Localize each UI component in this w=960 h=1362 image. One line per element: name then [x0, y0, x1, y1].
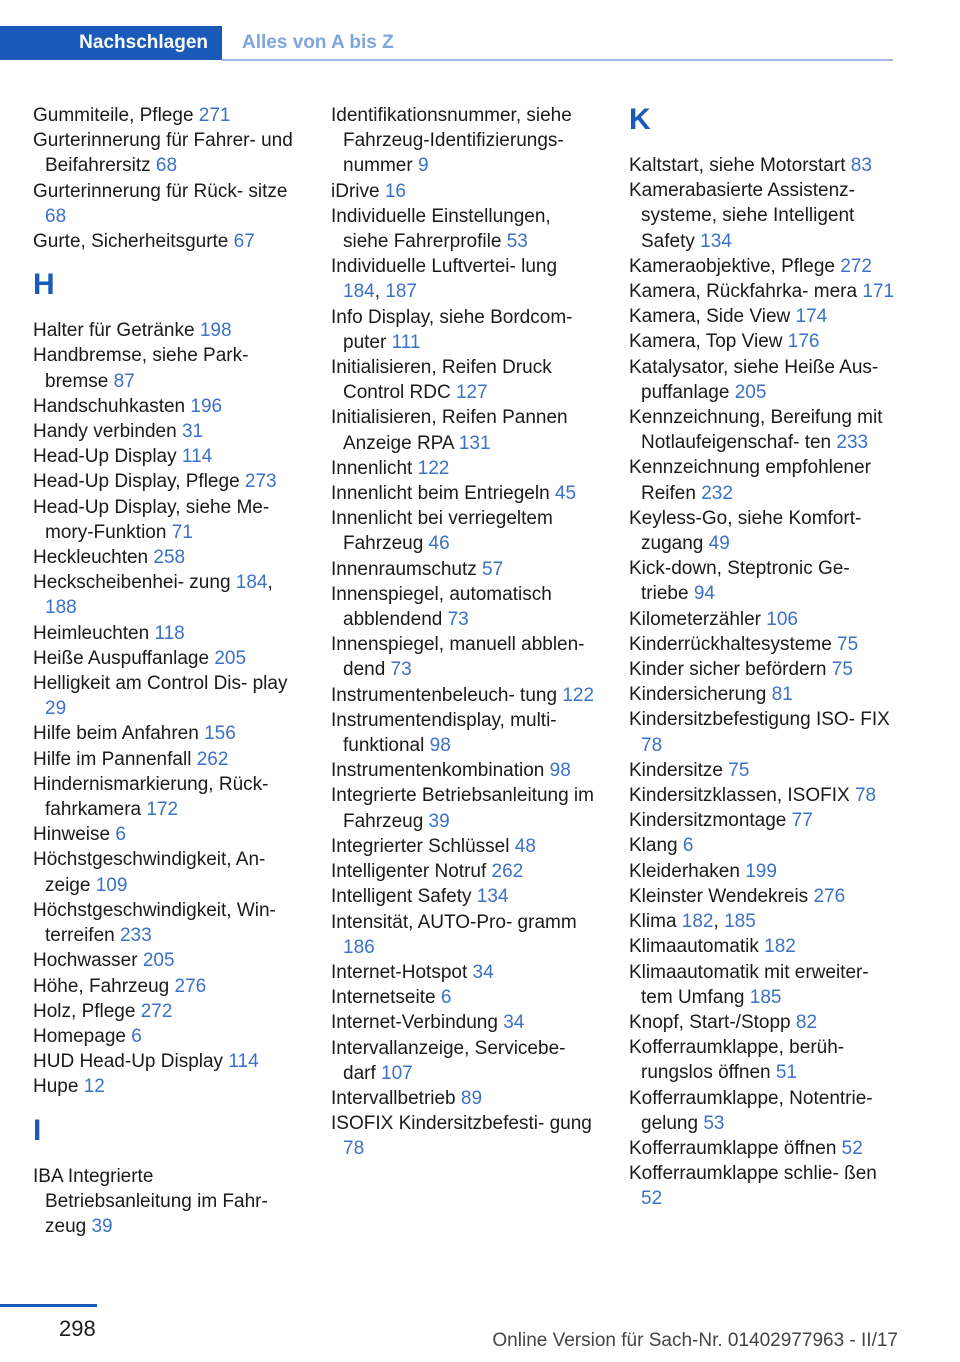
- page-reference-link[interactable]: 262: [491, 861, 524, 883]
- index-entry: [629, 707, 897, 757]
- page-reference-link[interactable]: 68: [45, 205, 67, 227]
- index-entry-text: Hinweise: [33, 824, 116, 846]
- index-entry: [629, 934, 897, 959]
- index-entry: [33, 1049, 301, 1074]
- index-entry-text: Halter für Getränke: [33, 320, 200, 342]
- page-reference-link[interactable]: 172: [146, 799, 179, 821]
- index-entry-text: IBA Integrierte Betriebsanleitung im Fahr- zeug: [33, 1165, 268, 1237]
- index-entry-text: Heckleuchten: [33, 547, 154, 569]
- index-entry-text: Intervallbetrieb: [331, 1087, 461, 1109]
- index-entry: [629, 632, 897, 657]
- index-entry: [629, 178, 897, 254]
- index-entry-text: Kindersitze: [629, 759, 729, 781]
- index-entry-text: Initialisieren, Reifen Druck Control RDC: [331, 357, 552, 404]
- index-entry: [33, 229, 301, 254]
- index-entry: [33, 898, 301, 948]
- page-reference-link[interactable]: 78: [641, 734, 663, 756]
- page-reference-link[interactable]: 188: [45, 597, 77, 619]
- page-reference-link[interactable]: 77: [791, 810, 813, 832]
- index-entry: [629, 960, 897, 1010]
- index-entry: [33, 444, 301, 469]
- index-entry: [331, 456, 599, 481]
- index-entry-text: Katalysator, siehe Heiße Aus- puffanlage: [629, 356, 879, 403]
- index-entry-text: Höhe, Fahrzeug: [33, 975, 175, 997]
- index-entry: [629, 329, 897, 354]
- page-reference-link[interactable]: 82: [795, 1011, 818, 1033]
- page-reference-link[interactable]: 73: [390, 659, 412, 681]
- index-entry: [33, 469, 301, 494]
- page-reference-link[interactable]: 184: [235, 572, 268, 594]
- index-entry-text: Individuelle Luftvertei- lung: [331, 256, 558, 278]
- index-entry-text: Intervallanzeige, Servicebe- darf: [331, 1037, 566, 1084]
- page-reference-link[interactable]: 127: [455, 382, 488, 404]
- page-reference-link[interactable]: 182: [764, 936, 796, 958]
- page-reference-link[interactable]: 98: [429, 735, 451, 757]
- page-reference-link[interactable]: 53: [703, 1112, 725, 1134]
- page-reference-link[interactable]: 9: [417, 155, 429, 177]
- page-reference-link[interactable]: 107: [381, 1062, 413, 1084]
- index-entry-text: Kilometerzähler: [629, 608, 767, 630]
- page-reference-link[interactable]: 31: [181, 421, 204, 443]
- page-reference-link[interactable]: 29: [45, 698, 67, 720]
- index-entry: [33, 103, 301, 128]
- page-reference-link[interactable]: 71: [171, 521, 193, 543]
- index-entry: [331, 481, 599, 506]
- index-entry-text: Intensität, AUTO-Pro- gramm: [331, 911, 577, 933]
- index-entry: [331, 1010, 599, 1035]
- index-entry: [33, 1024, 301, 1049]
- index-letter-heading: I: [33, 1113, 42, 1147]
- page-reference-link[interactable]: 78: [343, 1138, 365, 1160]
- page-reference-link[interactable]: 94: [693, 583, 715, 605]
- index-entry: [331, 758, 599, 783]
- index-entry: [629, 859, 897, 884]
- index-entry: [331, 355, 599, 405]
- index-entry-text: Kindersicherung: [629, 684, 772, 706]
- page-reference-link[interactable]: 16: [384, 180, 406, 202]
- index-entry: [331, 683, 599, 708]
- index-entry-text: Instrumentenbeleuch- tung: [331, 684, 563, 706]
- online-version-note: Online Version für Sach-Nr. 01402977963 - II/17: [492, 1330, 898, 1351]
- index-entry: [331, 834, 599, 859]
- page-reference-link[interactable]: 6: [440, 987, 452, 1009]
- index-entry-text: Keyless-Go, siehe Komfort- zugang: [629, 507, 862, 555]
- index-entry: [33, 721, 301, 746]
- index-entry: [629, 1086, 897, 1136]
- page-reference-link[interactable]: 75: [837, 633, 859, 655]
- index-entry: [331, 884, 599, 909]
- index-entry-text: Intelligenter Notruf: [331, 861, 492, 883]
- index-entry-text: Kofferraumklappe, berüh- rungslos öffnen: [629, 1037, 845, 1084]
- index-entry-text: Kennzeichnung empfohlener Reifen: [629, 457, 871, 504]
- index-entry-text: Head-Up Display: [33, 446, 182, 468]
- header-divider: [222, 59, 893, 61]
- index-entry: [33, 822, 301, 847]
- index-entry-text: Kindersitzklassen, ISOFIX: [629, 785, 855, 807]
- page-reference-link[interactable]: 184: [343, 281, 375, 303]
- index-entry-text: Individuelle Einstellungen, siehe Fahrerprofile: [331, 205, 551, 253]
- index-entry-text: Internet-Hotspot: [331, 961, 473, 983]
- page-reference-link[interactable]: 258: [153, 547, 186, 569]
- page-reference-link[interactable]: 68: [155, 155, 178, 177]
- index-entry-text: Kindersitzbefestigung ISO- FIX: [629, 709, 890, 731]
- page-reference-link[interactable]: 205: [734, 381, 767, 403]
- page-reference-link[interactable]: 106: [766, 608, 798, 630]
- index-column-2: [331, 103, 599, 1162]
- index-letter-heading: H: [33, 268, 55, 302]
- index-entry-text: Internet-Verbindung: [331, 1012, 504, 1034]
- footer-divider: [0, 1304, 97, 1307]
- index-entry-text: Kamera, Side View: [629, 306, 796, 328]
- index-entry-text: Handy verbinden: [33, 421, 182, 443]
- index-entry: [33, 394, 301, 419]
- index-entry-text: Heiße Auspuffanlage: [33, 647, 215, 669]
- index-entry-text: Knopf, Start-/Stopp: [629, 1011, 796, 1033]
- page-reference-link[interactable]: 185: [724, 911, 756, 933]
- index-entry: [629, 783, 897, 808]
- page-reference-link[interactable]: 51: [775, 1062, 797, 1084]
- page-reference-link[interactable]: 232: [701, 482, 733, 504]
- index-entry: [629, 682, 897, 707]
- page-reference-link[interactable]: 276: [813, 885, 846, 907]
- page-reference-link[interactable]: 34: [503, 1012, 525, 1034]
- index-entry: [331, 708, 599, 758]
- index-entry: [33, 948, 301, 973]
- index-entry: [331, 632, 599, 682]
- index-entry-text: Innenspiegel, manuell abblen- dend: [331, 634, 585, 681]
- index-entry: [331, 557, 599, 582]
- index-entry-text: Instrumentenkombination: [331, 760, 550, 782]
- index-entry-text: Gurte, Sicherheitsgurte: [33, 231, 234, 253]
- page-reference-link[interactable]: 6: [115, 824, 126, 846]
- page-reference-link[interactable]: 39: [91, 1215, 113, 1237]
- index-entry-text: Kaltstart, siehe Motorstart: [629, 155, 851, 176]
- index-entry: [33, 999, 301, 1024]
- page-reference-link[interactable]: 48: [514, 835, 536, 857]
- page-reference-link[interactable]: 122: [417, 457, 450, 479]
- index-entry-text: Innenspiegel, automatisch abblendend: [331, 583, 552, 631]
- index-entry-text: Instrumentendisplay, multi- funktional: [331, 709, 557, 757]
- page-reference-link[interactable]: 273: [244, 471, 277, 493]
- page-reference-link[interactable]: 199: [745, 860, 777, 882]
- index-entry: [33, 419, 301, 444]
- index-entry: [33, 128, 301, 178]
- page-reference-link[interactable]: 109: [95, 874, 128, 896]
- index-entry: [331, 1086, 599, 1111]
- index-entry-text: Heckscheibenhei- zung: [33, 572, 236, 594]
- page-reference-link[interactable]: 6: [131, 1025, 142, 1047]
- index-entry-text: ISOFIX Kindersitzbefesti- gung: [331, 1113, 592, 1135]
- index-entry-text: Handschuhkasten: [33, 395, 191, 417]
- index-entry: [33, 671, 301, 721]
- page-reference-link[interactable]: 187: [385, 281, 417, 303]
- tab-alles-von-a-bis-z[interactable]: Alles von A bis Z: [242, 32, 394, 53]
- page-reference-link[interactable]: 53: [506, 231, 528, 253]
- page-reference-link[interactable]: 272: [140, 1000, 173, 1022]
- index-entry-text: Hilfe im Pannenfall: [33, 748, 197, 770]
- page-reference-link[interactable]: 89: [460, 1087, 483, 1109]
- page-reference-link[interactable]: 6: [682, 835, 694, 857]
- index-entry: [331, 859, 599, 884]
- index-entry: [629, 355, 897, 405]
- index-entry-text: Heimleuchten: [33, 622, 155, 644]
- index-entry: [629, 758, 897, 783]
- tab-nachschlagen[interactable]: Nachschlagen: [0, 26, 222, 60]
- index-entry-text: Gurterinnerung für Rück- sitze: [33, 180, 288, 202]
- index-entry: [629, 279, 897, 304]
- page-reference-link[interactable]: 75: [831, 659, 853, 681]
- index-entry-text: Identifikationsnummer, siehe Fahrzeug-Identifizierungs- nummer: [331, 105, 572, 177]
- index-entry: [33, 495, 301, 545]
- page-reference-link[interactable]: 39: [428, 810, 450, 832]
- page-reference-link[interactable]: 233: [836, 432, 869, 454]
- page-reference-link[interactable]: 233: [119, 925, 152, 947]
- page-reference-link[interactable]: 73: [447, 609, 469, 631]
- index-entry: [629, 153, 897, 178]
- index-entry: [33, 974, 301, 999]
- index-entry: [33, 847, 301, 897]
- index-entry: Individuelle Luftvertei- lung 184, 187: [331, 256, 558, 303]
- page-reference-link[interactable]: 114: [228, 1051, 259, 1073]
- index-entry-text: Klang: [629, 835, 683, 857]
- page-reference-link[interactable]: 198: [199, 320, 232, 342]
- index-entry-text: Kleiderhaken: [629, 860, 746, 882]
- index-entry: [33, 1074, 301, 1099]
- page-reference-link[interactable]: 12: [83, 1076, 105, 1098]
- index-entry: [33, 747, 301, 772]
- page-reference-link[interactable]: 75: [728, 759, 750, 781]
- index-entry: [629, 808, 897, 833]
- page-reference-link[interactable]: 118: [154, 622, 185, 644]
- page-reference-link[interactable]: 52: [641, 1188, 663, 1210]
- index-entry-text: Innenraumschutz: [331, 558, 483, 580]
- page-number: 298: [59, 1316, 96, 1341]
- index-entry-text: Integrierte Betriebsanleitung im Fahrzeug: [331, 785, 594, 832]
- index-entry-text: Höchstgeschwindigkeit, An- zeige: [33, 849, 266, 896]
- index-entry: [33, 621, 301, 646]
- page-reference-link[interactable]: 156: [204, 723, 236, 745]
- index-entry-text: Intelligent Safety: [331, 886, 477, 908]
- index-entry-text: Kennzeichnung, Bereifung mit Notlaufeigenschaf- ten: [629, 407, 883, 454]
- index-entry-text: Kameraobjektive, Pflege: [629, 255, 841, 277]
- index-entry-text: Kleinster Wendekreis: [629, 885, 814, 907]
- page-reference-link[interactable]: 171: [862, 281, 895, 303]
- index-entry-text: Kamera, Top View: [629, 331, 788, 353]
- index-entry-text: Kofferraumklappe schlie- ßen: [629, 1163, 877, 1185]
- index-entry: [33, 343, 301, 393]
- page-reference-link[interactable]: 52: [841, 1137, 863, 1159]
- index-entry-text: Hochwasser: [33, 950, 143, 972]
- page-reference-link[interactable]: 205: [214, 647, 247, 669]
- index-entry-text: Homepage: [33, 1025, 132, 1047]
- index-column-3: [629, 103, 897, 1212]
- index-entry-text: Kamera, Rückfahrka- mera: [629, 281, 863, 303]
- page-reference-link[interactable]: 98: [549, 760, 571, 782]
- index-entry: [331, 1111, 599, 1161]
- index-letter-heading: K: [629, 103, 651, 136]
- index-entry: [629, 1035, 897, 1085]
- index-entry: [331, 1036, 599, 1086]
- index-entry: [629, 405, 897, 455]
- index-entry: [331, 910, 599, 960]
- index-entry: [629, 1010, 897, 1035]
- page-reference-link[interactable]: 276: [174, 975, 207, 997]
- index-entry: [33, 318, 301, 343]
- index-entry-text: Internetseite: [331, 987, 441, 1009]
- page-reference-link[interactable]: 131: [458, 432, 491, 454]
- index-entry: [33, 646, 301, 671]
- index-entry-text: Gurterinnerung für Fahrer- und Beifahrersitz: [33, 130, 293, 177]
- index-entry: [629, 455, 897, 505]
- page-reference-link[interactable]: 185: [749, 986, 782, 1008]
- page-reference-link[interactable]: 182: [681, 911, 714, 933]
- index-entry: [629, 254, 897, 279]
- page-reference-link[interactable]: 83: [850, 155, 872, 176]
- index-entry: Heckscheibenhei- zung 184, 188: [33, 572, 273, 619]
- page-reference-link[interactable]: 262: [196, 748, 229, 770]
- index-entry-text: Integrierter Schlüssel: [331, 835, 515, 857]
- index-entry-text: Kamerabasierte Assistenz- systeme, siehe Intelligent Safety: [629, 180, 855, 252]
- page-reference-link[interactable]: 271: [198, 105, 231, 126]
- header-tabs: [0, 26, 893, 62]
- page-reference-link[interactable]: 34: [472, 961, 494, 983]
- index-entry: [33, 179, 301, 229]
- index-entry-text: Hupe: [33, 1076, 84, 1098]
- page-reference-link[interactable]: 46: [428, 533, 450, 555]
- index-entry-text: Head-Up Display, siehe Me- mory-Funktion: [33, 496, 270, 543]
- index-entry: [331, 305, 599, 355]
- index-entry-text: Klima: [629, 911, 682, 933]
- index-entry-text: Initialisieren, Reifen Pannen Anzeige RPA: [331, 407, 568, 454]
- index-entry: [331, 103, 599, 179]
- page-reference-link[interactable]: 45: [554, 483, 577, 505]
- page-reference-link[interactable]: 78: [854, 785, 877, 807]
- index-entry-text: Kick-down, Steptronic Ge- triebe: [629, 558, 850, 605]
- index-entry-text: HUD Head-Up Display: [33, 1051, 229, 1073]
- index-entry-text: Holz, Pflege: [33, 1000, 141, 1022]
- index-entry: [629, 1161, 897, 1211]
- page-reference-link[interactable]: 49: [708, 533, 730, 555]
- page-reference-link[interactable]: 87: [113, 370, 135, 392]
- index-entry-text: Innenlicht: [331, 457, 418, 479]
- page-reference-link[interactable]: 186: [343, 936, 375, 958]
- index-entry: [331, 204, 599, 254]
- page-reference-link[interactable]: 122: [562, 684, 595, 706]
- index-entry-text: Innenlicht bei verriegeltem Fahrzeug: [331, 508, 553, 555]
- page-reference-link[interactable]: 81: [771, 684, 793, 706]
- index-entry-text: Kofferraumklappe, Notentrie- gelung: [629, 1087, 873, 1134]
- index-entry: [629, 607, 897, 632]
- page-reference-link[interactable]: 196: [190, 395, 223, 417]
- index-entry: [331, 582, 599, 632]
- index-entry: [331, 179, 599, 204]
- page-reference-link[interactable]: 111: [391, 331, 421, 353]
- page-reference-link[interactable]: 205: [142, 950, 175, 972]
- index-column-1: [33, 103, 301, 1239]
- index-entry-text: Innenlicht beim Entriegeln: [331, 483, 555, 505]
- index-entry-text: Klimaautomatik mit erweiter- tem Umfang: [629, 961, 869, 1008]
- index-entry: [33, 772, 301, 822]
- index-entry-text: iDrive: [331, 180, 385, 202]
- index-entry: [331, 405, 599, 455]
- index-entry: [33, 1164, 301, 1240]
- index-entry: [331, 985, 599, 1010]
- page-reference-link[interactable]: 114: [181, 446, 213, 468]
- page-reference-link[interactable]: 272: [840, 255, 872, 277]
- index-entry-text: Hilfe beim Anfahren: [33, 723, 205, 745]
- index-entry: [629, 657, 897, 682]
- index-entry: [331, 783, 599, 833]
- index-entry: [331, 960, 599, 985]
- index-entry: [629, 1136, 897, 1161]
- index-entry-text: Kofferraumklappe öffnen: [629, 1137, 842, 1159]
- index-entry-text: Kinderrückhaltesysteme: [629, 633, 838, 655]
- index-entry: [331, 506, 599, 556]
- index-entry: Klima 182, 185: [629, 911, 756, 933]
- index-entry: [33, 545, 301, 570]
- page-reference-link[interactable]: 134: [476, 886, 509, 908]
- index-entry-text: Hindernismarkierung, Rück- fahrkamera: [33, 773, 269, 821]
- index-entry-text: Handbremse, siehe Park- bremse: [33, 345, 249, 392]
- index-entry-text: Head-Up Display, Pflege: [33, 471, 245, 493]
- page-reference-link[interactable]: 57: [482, 558, 504, 580]
- page-reference-link[interactable]: 176: [787, 331, 820, 353]
- index-entry-text: Kindersitzmontage: [629, 810, 792, 832]
- index-entry-text: Info Display, siehe Bordcom- puter: [331, 306, 573, 353]
- index-entry-text: Helligkeit am Control Dis- play: [33, 673, 288, 695]
- index-entry: [629, 556, 897, 606]
- index-entry-text: Höchstgeschwindigkeit, Win- terreifen: [33, 899, 276, 947]
- index-entry: [629, 506, 897, 556]
- index-entry-text: Gummiteile, Pflege: [33, 105, 199, 126]
- index-entry: [629, 304, 897, 329]
- index-entry: [629, 833, 897, 858]
- page-reference-link[interactable]: 134: [700, 230, 732, 252]
- index-entry: [629, 884, 897, 909]
- page-reference-link[interactable]: 67: [233, 231, 255, 253]
- index-entry-text: Kinder sicher befördern: [629, 659, 832, 681]
- page-reference-link[interactable]: 174: [795, 306, 828, 328]
- index-entry-text: Klimaautomatik: [629, 936, 765, 958]
